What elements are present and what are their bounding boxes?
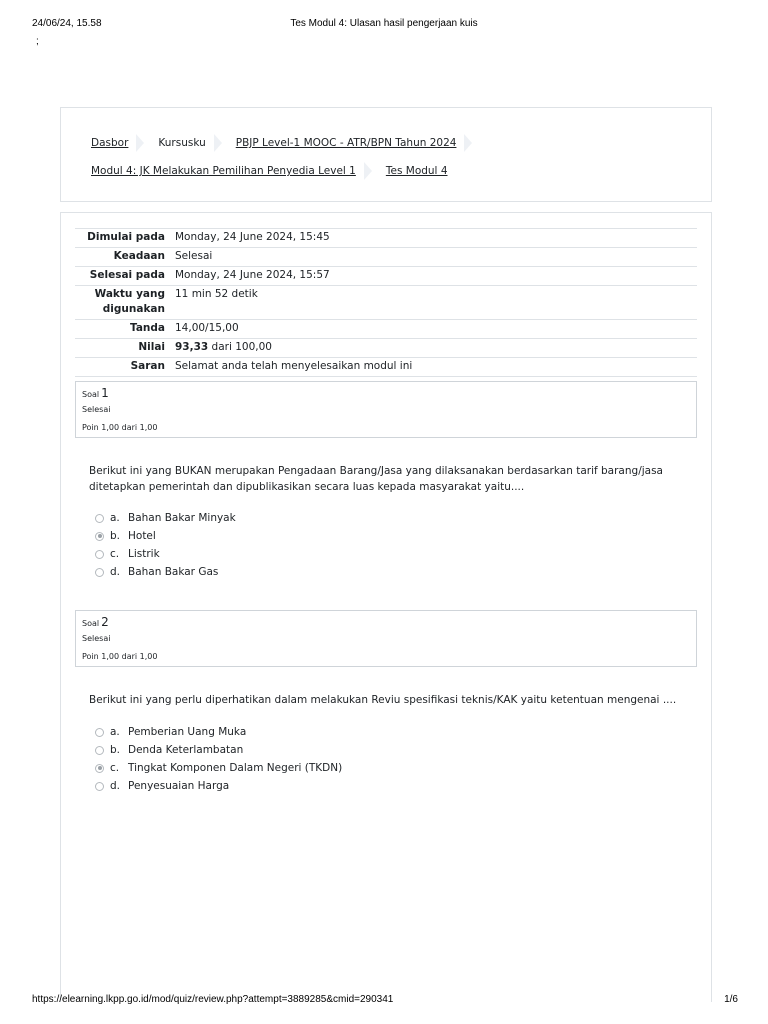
answer-option[interactable] bbox=[95, 563, 236, 581]
summary-label: Waktu yang digunakan bbox=[94, 288, 165, 315]
print-url: https://elearning.lkpp.go.id/mod/quiz/review.php?attempt=3889285&cmid=290341 bbox=[32, 994, 394, 1005]
print-header bbox=[0, 0, 768, 47]
soal-label: Soal bbox=[82, 390, 100, 399]
answer-text: Penyesuaian Harga bbox=[128, 780, 230, 792]
answer-letter: a. bbox=[110, 512, 120, 524]
answer-option[interactable] bbox=[95, 527, 236, 545]
radio-icon[interactable] bbox=[95, 550, 104, 559]
summary-row bbox=[75, 320, 697, 339]
breadcrumb-quiz[interactable]: Tes Modul 4 bbox=[385, 165, 448, 177]
breadcrumb-module[interactable]: Modul 4: JK Melakukan Pemilihan Penyedia Level 1 bbox=[91, 165, 356, 177]
radio-checked-icon[interactable] bbox=[95, 764, 104, 773]
question-text-1: Berikut ini yang BUKAN merupakan Pengadaan Barang/Jasa yang dilaksanakan berdasarkan tarif barang/jasa ditetapkan pemerintah dan dipublikasikan secara luas kepada masyarakat yaitu.... bbox=[89, 465, 663, 493]
breadcrumb-separator-icon bbox=[364, 162, 372, 180]
summary-label: Saran bbox=[130, 360, 165, 372]
summary-label: Dimulai pada bbox=[87, 231, 165, 243]
summary-value: Monday, 24 June 2024, 15:45 bbox=[175, 231, 330, 243]
question-grade: Poin 1,00 dari 1,00 bbox=[82, 423, 158, 432]
question-number: 1 bbox=[101, 386, 109, 400]
print-page-number: 1/6 bbox=[724, 994, 738, 1005]
question-number-label bbox=[82, 615, 109, 629]
breadcrumb-separator-icon bbox=[136, 134, 144, 152]
print-title: Tes Modul 4: Ulasan hasil pengerjaan kuis bbox=[290, 18, 478, 29]
summary-value: 11 min 52 detik bbox=[175, 288, 258, 300]
answer-option[interactable] bbox=[95, 741, 342, 759]
question-number-label bbox=[82, 386, 109, 400]
answer-text: Tingkat Komponen Dalam Negeri (TKDN) bbox=[128, 762, 343, 774]
grade-score: 93,33 bbox=[175, 341, 209, 353]
question-state: Selesai bbox=[82, 405, 111, 414]
summary-label: Nilai bbox=[138, 341, 165, 353]
summary-row bbox=[75, 339, 697, 358]
radio-icon[interactable] bbox=[95, 746, 104, 755]
summary-value: Monday, 24 June 2024, 15:57 bbox=[175, 269, 330, 281]
question-number: 2 bbox=[101, 615, 109, 629]
question-info-1 bbox=[75, 381, 697, 438]
summary-row bbox=[75, 358, 697, 377]
breadcrumb-row-2 bbox=[91, 162, 448, 180]
answer-list-2 bbox=[95, 723, 342, 795]
question-info-2 bbox=[75, 610, 697, 667]
answer-option[interactable] bbox=[95, 759, 342, 777]
quiz-review-region bbox=[60, 212, 712, 1002]
breadcrumb-kursusku: Kursusku bbox=[158, 137, 206, 149]
answer-letter: d. bbox=[110, 780, 121, 792]
question-state: Selesai bbox=[82, 634, 111, 643]
radio-icon[interactable] bbox=[95, 728, 104, 737]
grade-max: dari 100,00 bbox=[208, 341, 272, 353]
soal-label: Soal bbox=[82, 619, 100, 628]
answer-text: Listrik bbox=[128, 548, 160, 560]
summary-row bbox=[75, 286, 697, 320]
summary-row bbox=[75, 267, 697, 286]
answer-text: Denda Keterlambatan bbox=[128, 744, 244, 756]
answer-text: Hotel bbox=[128, 530, 156, 542]
answer-letter: c. bbox=[110, 762, 120, 774]
breadcrumb-separator-icon bbox=[214, 134, 222, 152]
summary-label: Keadaan bbox=[113, 250, 165, 262]
breadcrumb-row-1 bbox=[91, 134, 486, 152]
breadcrumb-dasbor[interactable]: Dasbor bbox=[91, 137, 129, 149]
answer-text: Pemberian Uang Muka bbox=[128, 726, 247, 738]
answer-letter: b. bbox=[110, 530, 121, 542]
breadcrumb-separator-icon bbox=[464, 134, 472, 152]
radio-checked-icon[interactable] bbox=[95, 532, 104, 541]
attempt-summary-table bbox=[75, 228, 697, 377]
answer-letter: b. bbox=[110, 744, 121, 756]
answer-option[interactable] bbox=[95, 777, 342, 795]
summary-value: 14,00/15,00 bbox=[175, 322, 239, 334]
answer-option[interactable] bbox=[95, 545, 236, 563]
summary-row bbox=[75, 248, 697, 267]
summary-value: Selesai bbox=[175, 250, 213, 262]
answer-letter: a. bbox=[110, 726, 120, 738]
summary-value: Selamat anda telah menyelesaikan modul ini bbox=[175, 360, 413, 372]
summary-value bbox=[175, 339, 697, 358]
answer-option[interactable] bbox=[95, 509, 236, 527]
print-mark: ; bbox=[36, 36, 39, 47]
breadcrumb-course[interactable]: PBJP Level-1 MOOC - ATR/BPN Tahun 2024 bbox=[235, 137, 457, 149]
answer-letter: c. bbox=[110, 548, 120, 560]
answer-list-1 bbox=[95, 509, 236, 581]
question-grade: Poin 1,00 dari 1,00 bbox=[82, 652, 158, 661]
answer-letter: d. bbox=[110, 566, 121, 578]
answer-text: Bahan Bakar Gas bbox=[128, 566, 219, 578]
breadcrumb bbox=[60, 107, 712, 202]
summary-label: Selesai pada bbox=[89, 269, 165, 281]
radio-icon[interactable] bbox=[95, 514, 104, 523]
answer-text: Bahan Bakar Minyak bbox=[128, 512, 236, 524]
radio-icon[interactable] bbox=[95, 568, 104, 577]
question-text-2: Berikut ini yang perlu diperhatikan dalam melakukan Reviu spesifikasi teknis/KAK yaitu ketentuan mengenai .... bbox=[89, 694, 677, 706]
answer-option[interactable] bbox=[95, 723, 342, 741]
print-date: 24/06/24, 15.58 bbox=[32, 18, 102, 29]
summary-row bbox=[75, 229, 697, 248]
radio-icon[interactable] bbox=[95, 782, 104, 791]
summary-label: Tanda bbox=[130, 322, 165, 334]
